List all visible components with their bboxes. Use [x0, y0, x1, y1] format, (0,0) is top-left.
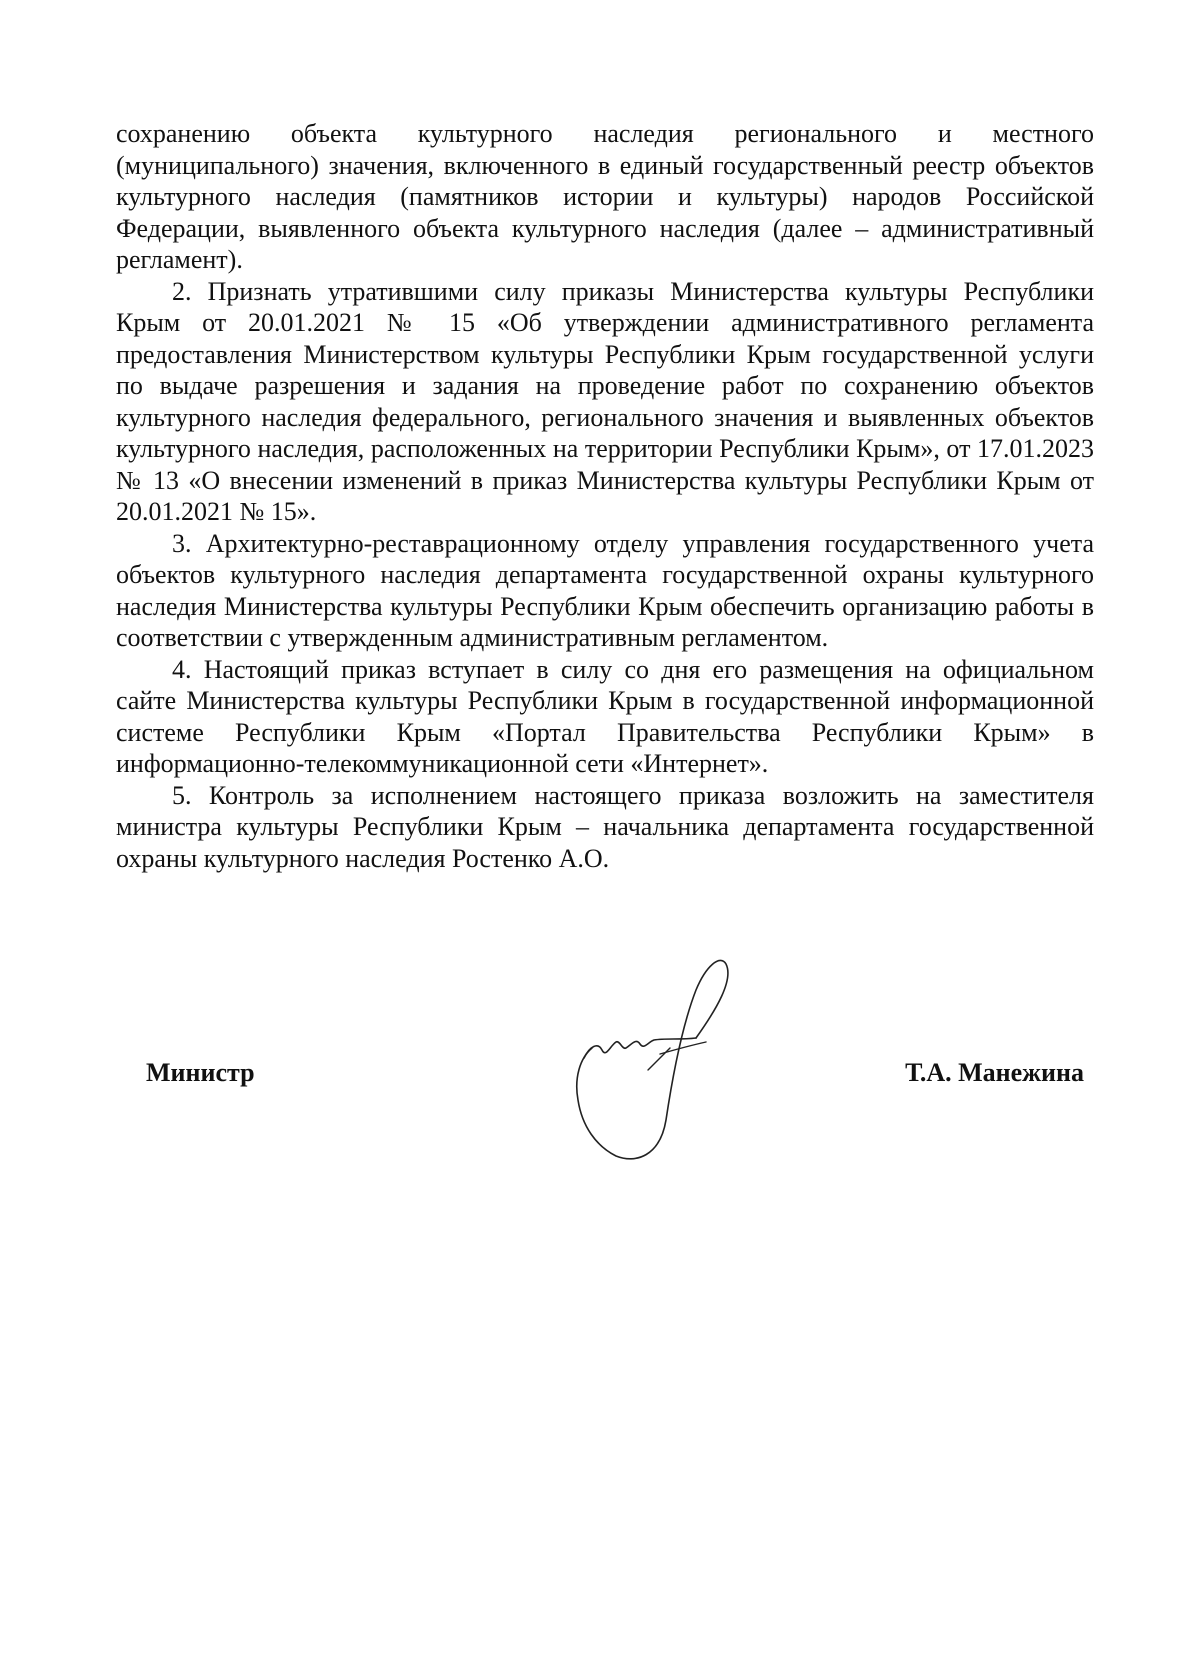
signatory-role: Министр — [146, 1058, 255, 1087]
paragraph-item-2: 2. Признать утратившими силу приказы Министерства культуры Республики Крым от 20.01.2021 № 15 «Об утверждении административного регламента предоставления Министерством культуры Республики Крым государственной услуги по выдаче разрешения и задания на проведение работ по сохранению объектов культурного наследия федерального, регионального значения и выявленных объектов культурного наследия, расположенных на территории Республики Крым», от 17.01.2023 № 13 «О внесении изменений в приказ Министерства культуры Республики Крым от 20.01.2021 № 15». — [116, 276, 1094, 526]
paragraph-item-5: 5. Контроль за исполнением настоящего приказа возложить на заместителя министра культуры Республики Крым – начальника департамента государственной охраны культурного наследия Ростенко А.О. — [116, 780, 1094, 873]
paragraph-continuation: сохранению объекта культурного наследия регионального и местного (муниципального) значения, включенного в единый государственный реестр объектов культурного наследия (памятников истории и культуры) народов Российской Федерации, выявленного объекта культурного наследия (далее – административный регламент). — [116, 119, 1094, 274]
signatory-name: Т.А. Манежина — [905, 1058, 1084, 1087]
signature-block — [116, 950, 1094, 1190]
paragraph-item-3: 3. Архитектурно-реставрационному отделу управления государственного учета объектов культурного наследия департамента государственной охраны культурного наследия Министерства культуры Республики Крым обеспечить организацию работы в соответствии с утвержденным административным регламентом. — [116, 528, 1094, 652]
paragraph-item-4: 4. Настоящий приказ вступает в силу со дня его размещения на официальном сайте Министерства культуры Республики Крым в государственной информационной системе Республики Крым «Портал Правительства Республики Крым» в информационно-телекоммуникационной сети «Интернет». — [116, 654, 1094, 778]
handwritten-signature-icon — [556, 950, 796, 1180]
document-body — [116, 118, 1094, 874]
